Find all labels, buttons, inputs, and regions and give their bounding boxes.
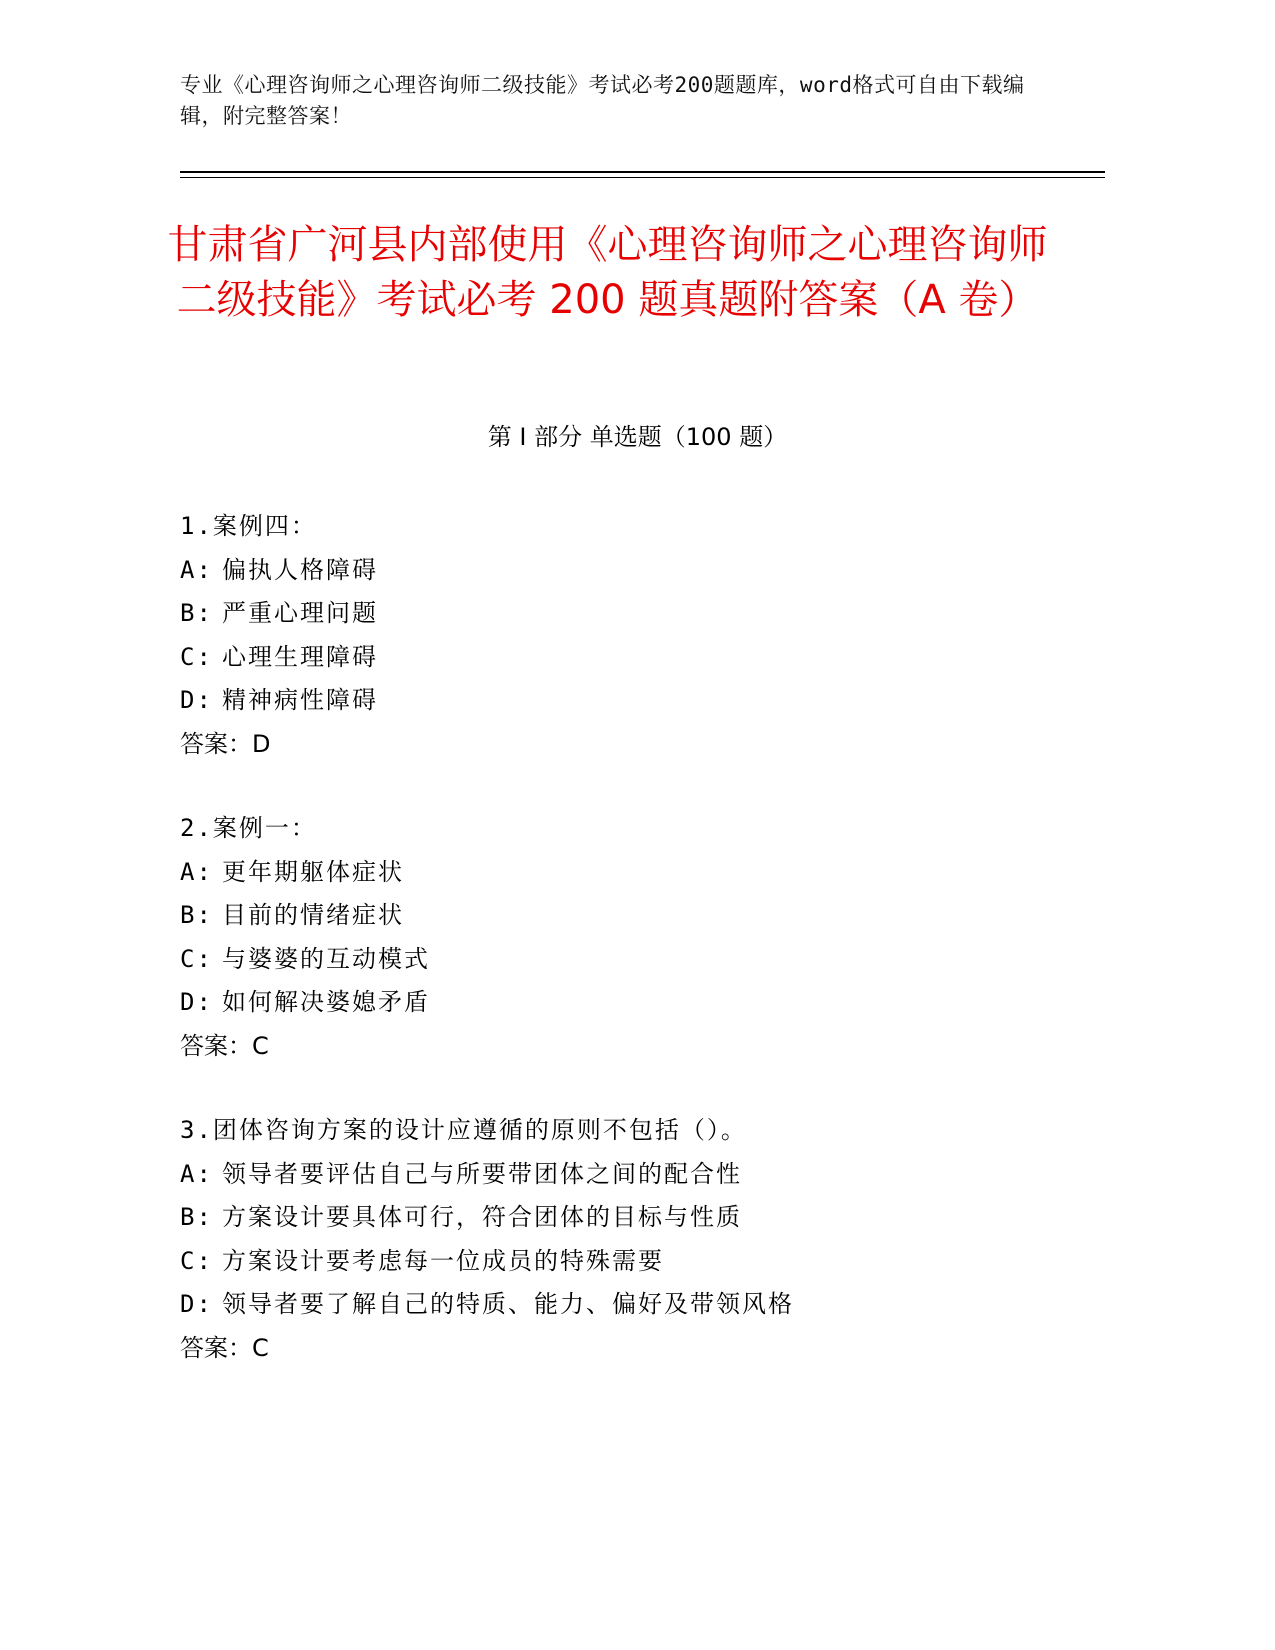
option-letter: D: (180, 1290, 213, 1318)
option-text: 严重心理问题 (222, 599, 378, 627)
option-letter: C: (180, 944, 213, 973)
option-d (180, 1283, 1110, 1327)
option-text: 心理生理障碍 (222, 642, 378, 671)
document-title: 甘肃省广河县内部使用《心理咨询师之心理咨询师二级技能》考试必考 200 题真题附答案（A 卷） (167, 222, 1048, 323)
option-letter: B: (180, 599, 213, 627)
option-a (180, 549, 1110, 593)
option-text: 方案设计要考虑每一位成员的特殊需要 (222, 1246, 664, 1275)
option-letter: A: (180, 857, 213, 886)
option-text: 精神病性障碍 (222, 686, 378, 714)
answer-label: 答案： (180, 729, 252, 758)
question-stem: 2.案例一： (180, 814, 317, 842)
option-text: 与婆婆的互动模式 (222, 944, 430, 973)
option-b (180, 592, 1110, 636)
option-text: 目前的情绪症状 (222, 901, 404, 929)
option-text: 领导者要评估自己与所要带团体之间的配合性 (222, 1159, 742, 1188)
option-d (180, 679, 1110, 723)
question-1 (180, 505, 1110, 766)
answer-value: C (252, 1031, 269, 1060)
option-letter: C: (180, 1246, 213, 1275)
answer-label: 答案： (180, 1333, 252, 1362)
option-letter: B: (180, 901, 213, 929)
question-stem: 1.案例四： (180, 512, 317, 540)
answer-line (180, 723, 1110, 767)
answer-line (180, 1327, 1110, 1371)
answer-label: 答案： (180, 1031, 252, 1060)
section-heading: 第 I 部分 单选题（100 题） (487, 423, 788, 451)
option-text: 领导者要了解自己的特质、能力、偏好及带领风格 (222, 1290, 794, 1318)
option-letter: A: (180, 555, 213, 584)
answer-value: C (252, 1333, 269, 1362)
option-b (180, 894, 1110, 938)
option-a (180, 1153, 1110, 1197)
option-d (180, 981, 1110, 1025)
option-text: 方案设计要具体可行，符合团体的目标与性质 (222, 1203, 742, 1231)
answer-value: D (252, 729, 271, 758)
option-letter: A: (180, 1159, 213, 1188)
option-text: 如何解决婆媳矛盾 (222, 988, 430, 1016)
header-divider-thin (180, 177, 1105, 178)
option-letter: D: (180, 686, 213, 714)
question-3 (180, 1109, 1110, 1370)
option-c (180, 938, 1110, 982)
header-divider-thick (180, 171, 1105, 173)
option-c (180, 636, 1110, 680)
question-stem: 3.团体咨询方案的设计应遵循的原则不包括（）。 (180, 1116, 747, 1144)
question-list (180, 505, 1110, 1411)
header-note: 专业《心理咨询师之心理咨询师二级技能》考试必考200题题库，word格式可自由下载编辑，附完整答案！ (180, 73, 1025, 128)
option-text: 偏执人格障碍 (222, 555, 378, 584)
option-c (180, 1240, 1110, 1284)
option-letter: C: (180, 642, 213, 671)
option-b (180, 1196, 1110, 1240)
question-2 (180, 807, 1110, 1068)
option-a (180, 851, 1110, 895)
option-letter: B: (180, 1203, 213, 1231)
option-text: 更年期躯体症状 (222, 857, 404, 886)
option-letter: D: (180, 988, 213, 1016)
answer-line (180, 1025, 1110, 1069)
